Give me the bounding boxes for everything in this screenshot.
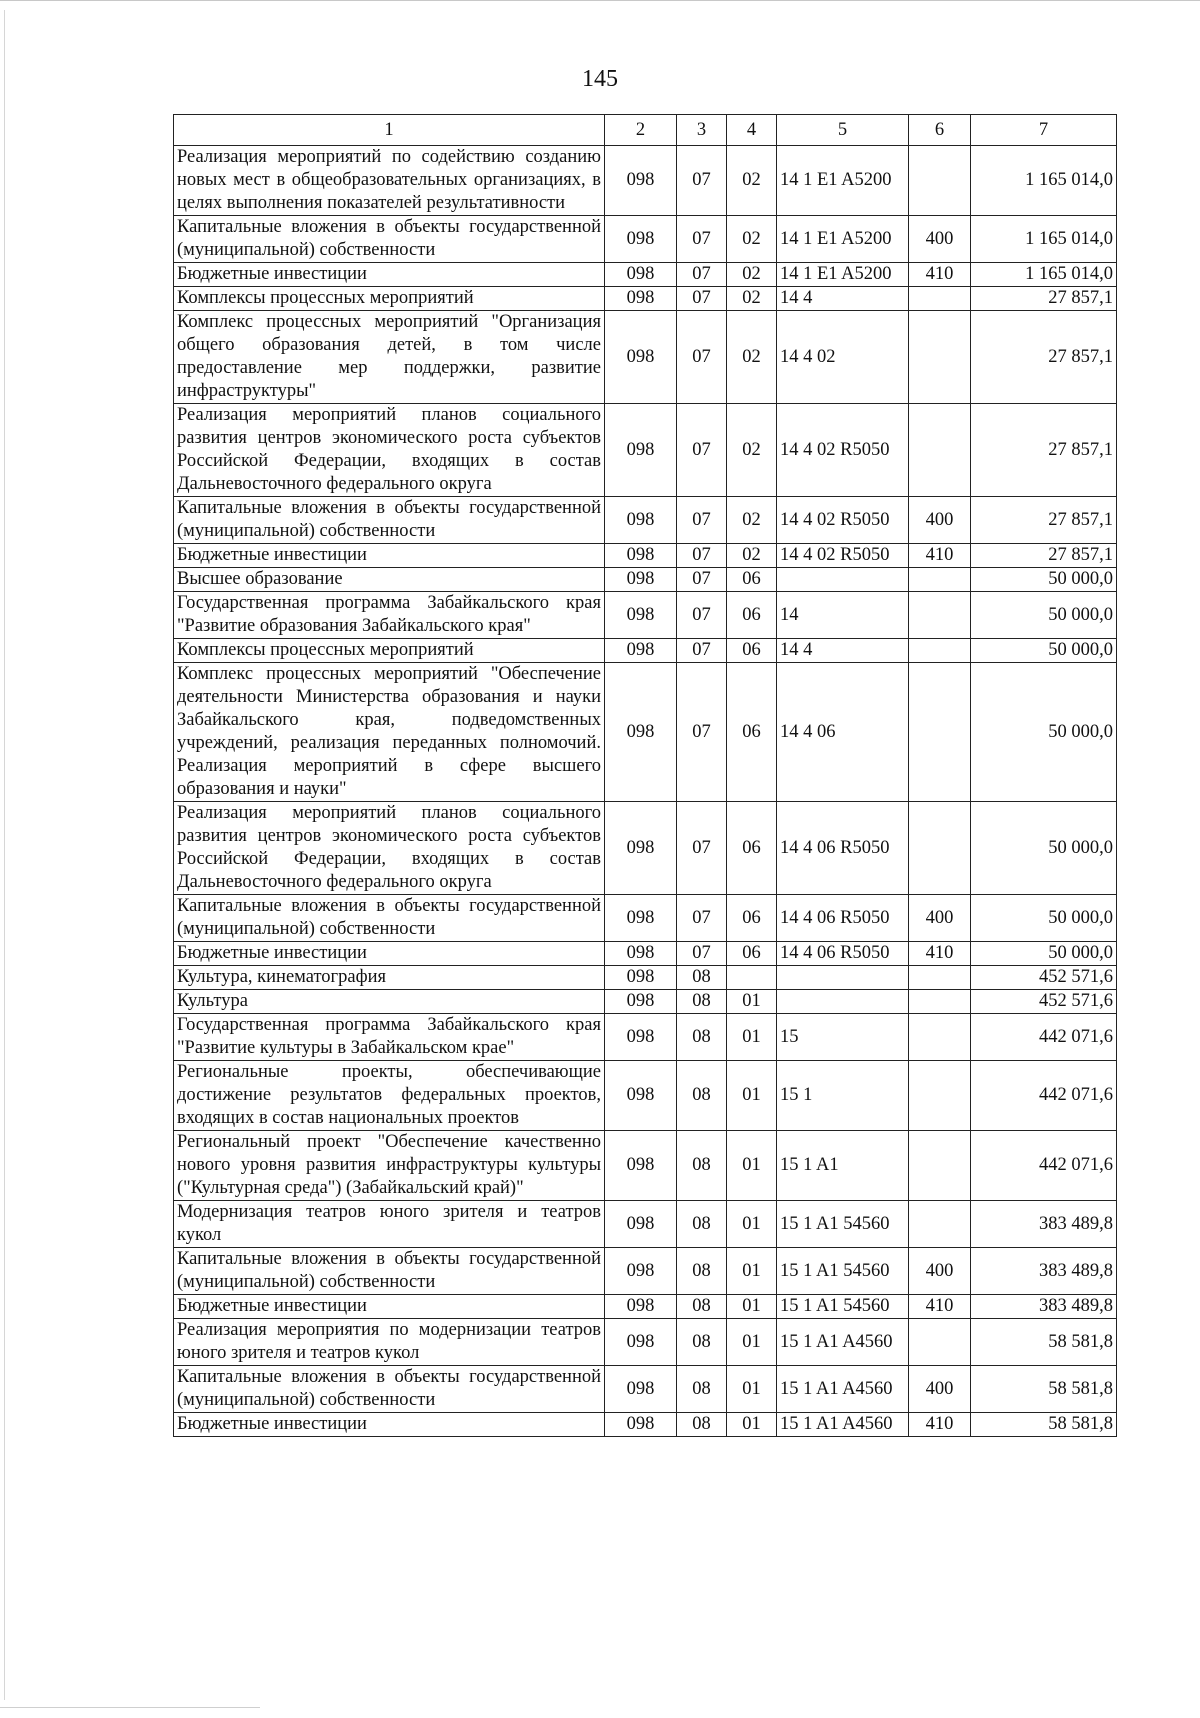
item-name-cell: Высшее образование <box>174 568 605 592</box>
scan-edge-bottom <box>0 1707 260 1708</box>
target-article-cell: 14 1 E1 A5200 <box>777 146 909 216</box>
section-code-cell: 07 <box>677 263 727 287</box>
amount-cell: 27 857,1 <box>971 311 1117 404</box>
subsection-code-cell: 01 <box>727 1413 777 1437</box>
expense-type-cell: 400 <box>909 895 971 942</box>
section-code-cell: 08 <box>677 1061 727 1131</box>
item-name-cell: Региональный проект "Обеспечение качественно нового уровня развития инфраструктуры культуры ("Культурная среда") (Забайкальский край)" <box>174 1131 605 1201</box>
amount-cell: 50 000,0 <box>971 639 1117 663</box>
amount-cell: 58 581,8 <box>971 1366 1117 1413</box>
section-code-cell: 08 <box>677 1201 727 1248</box>
table-row <box>174 802 1117 895</box>
section-code-cell: 07 <box>677 216 727 263</box>
amount-cell: 50 000,0 <box>971 592 1117 639</box>
page-number: 145 <box>582 66 618 92</box>
ministry-code-cell: 098 <box>605 1131 677 1201</box>
header-cell: 4 <box>727 115 777 146</box>
item-name-cell: Региональные проекты, обеспечивающие достижение результатов федеральных проектов, входящих в состав национальных проектов <box>174 1061 605 1131</box>
amount-cell: 383 489,8 <box>971 1201 1117 1248</box>
table-row <box>174 404 1117 497</box>
expense-type-cell: 400 <box>909 216 971 263</box>
expense-type-cell: 410 <box>909 942 971 966</box>
section-code-cell: 07 <box>677 568 727 592</box>
ministry-code-cell: 098 <box>605 592 677 639</box>
ministry-code-cell: 098 <box>605 1295 677 1319</box>
subsection-code-cell <box>727 966 777 990</box>
subsection-code-cell: 02 <box>727 311 777 404</box>
table-row <box>174 1413 1117 1437</box>
section-code-cell: 07 <box>677 311 727 404</box>
item-name-cell: Бюджетные инвестиции <box>174 263 605 287</box>
ministry-code-cell: 098 <box>605 497 677 544</box>
table-row <box>174 1061 1117 1131</box>
target-article-cell: 14 4 06 R5050 <box>777 895 909 942</box>
subsection-code-cell: 01 <box>727 1319 777 1366</box>
table-row <box>174 592 1117 639</box>
expense-type-cell: 400 <box>909 1248 971 1295</box>
expense-type-cell <box>909 639 971 663</box>
table-row <box>174 1295 1117 1319</box>
target-article-cell <box>777 990 909 1014</box>
section-code-cell: 08 <box>677 1366 727 1413</box>
target-article-cell: 14 4 06 <box>777 663 909 802</box>
ministry-code-cell: 098 <box>605 146 677 216</box>
amount-cell: 27 857,1 <box>971 544 1117 568</box>
amount-cell: 58 581,8 <box>971 1319 1117 1366</box>
item-name-cell: Капитальные вложения в объекты государственной (муниципальной) собственности <box>174 1248 605 1295</box>
section-code-cell: 08 <box>677 1248 727 1295</box>
section-code-cell: 07 <box>677 287 727 311</box>
expense-type-cell: 410 <box>909 1295 971 1319</box>
section-code-cell: 08 <box>677 1413 727 1437</box>
target-article-cell: 14 4 02 R5050 <box>777 404 909 497</box>
subsection-code-cell: 02 <box>727 497 777 544</box>
ministry-code-cell: 098 <box>605 1248 677 1295</box>
item-name-cell: Капитальные вложения в объекты государственной (муниципальной) собственности <box>174 895 605 942</box>
ministry-code-cell: 098 <box>605 942 677 966</box>
ministry-code-cell: 098 <box>605 287 677 311</box>
expense-type-cell: 400 <box>909 1366 971 1413</box>
amount-cell: 452 571,6 <box>971 990 1117 1014</box>
item-name-cell: Бюджетные инвестиции <box>174 544 605 568</box>
subsection-code-cell: 02 <box>727 216 777 263</box>
header-cell: 7 <box>971 115 1117 146</box>
section-code-cell: 07 <box>677 592 727 639</box>
item-name-cell: Культура <box>174 990 605 1014</box>
expense-type-cell <box>909 146 971 216</box>
subsection-code-cell: 01 <box>727 1131 777 1201</box>
expense-type-cell <box>909 311 971 404</box>
subsection-code-cell: 06 <box>727 942 777 966</box>
ministry-code-cell: 098 <box>605 1014 677 1061</box>
subsection-code-cell: 01 <box>727 1248 777 1295</box>
target-article-cell: 14 4 02 R5050 <box>777 544 909 568</box>
section-code-cell: 07 <box>677 895 727 942</box>
target-article-cell: 15 1 <box>777 1061 909 1131</box>
item-name-cell: Культура, кинематография <box>174 966 605 990</box>
expense-type-cell <box>909 966 971 990</box>
ministry-code-cell: 098 <box>605 404 677 497</box>
amount-cell: 1 165 014,0 <box>971 263 1117 287</box>
item-name-cell: Реализация мероприятий по содействию созданию новых мест в общеобразовательных организациях, в целях выполнения показателей результативности <box>174 146 605 216</box>
ministry-code-cell: 098 <box>605 639 677 663</box>
ministry-code-cell: 098 <box>605 216 677 263</box>
section-code-cell: 08 <box>677 990 727 1014</box>
item-name-cell: Государственная программа Забайкальского края "Развитие культуры в Забайкальском крае" <box>174 1014 605 1061</box>
subsection-code-cell: 02 <box>727 146 777 216</box>
target-article-cell: 15 1 A1 A4560 <box>777 1319 909 1366</box>
table-row <box>174 1201 1117 1248</box>
table-row <box>174 1248 1117 1295</box>
subsection-code-cell: 02 <box>727 263 777 287</box>
ministry-code-cell: 098 <box>605 895 677 942</box>
target-article-cell: 15 1 A1 54560 <box>777 1295 909 1319</box>
expense-type-cell <box>909 568 971 592</box>
expense-type-cell: 410 <box>909 544 971 568</box>
subsection-code-cell: 01 <box>727 1295 777 1319</box>
amount-cell: 27 857,1 <box>971 497 1117 544</box>
table-row <box>174 497 1117 544</box>
target-article-cell: 15 <box>777 1014 909 1061</box>
expense-type-cell: 400 <box>909 497 971 544</box>
header-cell: 1 <box>174 115 605 146</box>
amount-cell: 50 000,0 <box>971 895 1117 942</box>
item-name-cell: Бюджетные инвестиции <box>174 942 605 966</box>
section-code-cell: 07 <box>677 497 727 544</box>
subsection-code-cell: 02 <box>727 287 777 311</box>
table-row <box>174 311 1117 404</box>
ministry-code-cell: 098 <box>605 1061 677 1131</box>
amount-cell: 383 489,8 <box>971 1295 1117 1319</box>
amount-cell: 27 857,1 <box>971 287 1117 311</box>
target-article-cell: 14 4 02 R5050 <box>777 497 909 544</box>
item-name-cell: Государственная программа Забайкальского края "Развитие образования Забайкальского края" <box>174 592 605 639</box>
section-code-cell: 08 <box>677 1014 727 1061</box>
item-name-cell: Бюджетные инвестиции <box>174 1295 605 1319</box>
expense-type-cell <box>909 1319 971 1366</box>
ministry-code-cell: 098 <box>605 966 677 990</box>
amount-cell: 50 000,0 <box>971 663 1117 802</box>
subsection-code-cell: 02 <box>727 544 777 568</box>
ministry-code-cell: 098 <box>605 1319 677 1366</box>
table-row <box>174 287 1117 311</box>
target-article-cell: 14 1 E1 A5200 <box>777 263 909 287</box>
item-name-cell: Капитальные вложения в объекты государственной (муниципальной) собственности <box>174 497 605 544</box>
table-row <box>174 942 1117 966</box>
expense-type-cell <box>909 990 971 1014</box>
amount-cell: 442 071,6 <box>971 1014 1117 1061</box>
section-code-cell: 07 <box>677 639 727 663</box>
expense-type-cell <box>909 802 971 895</box>
ministry-code-cell: 098 <box>605 1366 677 1413</box>
item-name-cell: Комплекс процессных мероприятий "Обеспечение деятельности Министерства образования и науки Забайкальского края, подведомственных учреждений, реализация переданных полномочий. Реализация мероприятий в сфере высшего образования и науки" <box>174 663 605 802</box>
expense-type-cell <box>909 1201 971 1248</box>
subsection-code-cell: 06 <box>727 639 777 663</box>
section-code-cell: 07 <box>677 544 727 568</box>
subsection-code-cell: 01 <box>727 990 777 1014</box>
subsection-code-cell: 01 <box>727 1014 777 1061</box>
ministry-code-cell: 098 <box>605 1413 677 1437</box>
scan-edge-top <box>0 0 1200 1</box>
item-name-cell: Комплекс процессных мероприятий "Организация общего образования детей, в том числе предоставление мер поддержки, развитие инфраструктуры" <box>174 311 605 404</box>
target-article-cell: 14 4 <box>777 639 909 663</box>
subsection-code-cell: 01 <box>727 1366 777 1413</box>
amount-cell: 1 165 014,0 <box>971 146 1117 216</box>
target-article-cell: 14 4 06 R5050 <box>777 942 909 966</box>
ministry-code-cell: 098 <box>605 263 677 287</box>
target-article-cell <box>777 568 909 592</box>
ministry-code-cell: 098 <box>605 311 677 404</box>
expense-type-cell <box>909 1061 971 1131</box>
table-row <box>174 895 1117 942</box>
section-code-cell: 08 <box>677 966 727 990</box>
target-article-cell: 15 1 A1 A4560 <box>777 1413 909 1437</box>
expense-type-cell <box>909 1131 971 1201</box>
amount-cell: 1 165 014,0 <box>971 216 1117 263</box>
section-code-cell: 07 <box>677 942 727 966</box>
section-code-cell: 07 <box>677 802 727 895</box>
expense-type-cell: 410 <box>909 263 971 287</box>
amount-cell: 50 000,0 <box>971 942 1117 966</box>
target-article-cell: 15 1 A1 <box>777 1131 909 1201</box>
section-code-cell: 08 <box>677 1131 727 1201</box>
table-row <box>174 663 1117 802</box>
amount-cell: 442 071,6 <box>971 1061 1117 1131</box>
ministry-code-cell: 098 <box>605 990 677 1014</box>
amount-cell: 50 000,0 <box>971 568 1117 592</box>
expense-type-cell <box>909 592 971 639</box>
table-row <box>174 639 1117 663</box>
item-name-cell: Комплексы процессных мероприятий <box>174 287 605 311</box>
section-code-cell: 08 <box>677 1319 727 1366</box>
target-article-cell: 14 <box>777 592 909 639</box>
target-article-cell: 14 4 <box>777 287 909 311</box>
section-code-cell: 08 <box>677 1295 727 1319</box>
amount-cell: 50 000,0 <box>971 802 1117 895</box>
target-article-cell: 14 4 02 <box>777 311 909 404</box>
expense-type-cell: 410 <box>909 1413 971 1437</box>
subsection-code-cell: 02 <box>727 404 777 497</box>
section-code-cell: 07 <box>677 404 727 497</box>
item-name-cell: Реализация мероприятия по модернизации театров юного зрителя и театров кукол <box>174 1319 605 1366</box>
budget-table <box>173 114 1117 1437</box>
subsection-code-cell: 06 <box>727 568 777 592</box>
subsection-code-cell: 01 <box>727 1201 777 1248</box>
target-article-cell <box>777 966 909 990</box>
expense-type-cell <box>909 287 971 311</box>
subsection-code-cell: 06 <box>727 895 777 942</box>
table-row <box>174 544 1117 568</box>
item-name-cell: Комплексы процессных мероприятий <box>174 639 605 663</box>
expense-type-cell <box>909 1014 971 1061</box>
section-code-cell: 07 <box>677 663 727 802</box>
section-code-cell: 07 <box>677 146 727 216</box>
ministry-code-cell: 098 <box>605 544 677 568</box>
ministry-code-cell: 098 <box>605 663 677 802</box>
amount-cell: 442 071,6 <box>971 1131 1117 1201</box>
subsection-code-cell: 06 <box>727 663 777 802</box>
header-cell: 6 <box>909 115 971 146</box>
table-row <box>174 1014 1117 1061</box>
table-row <box>174 1131 1117 1201</box>
item-name-cell: Реализация мероприятий планов социального развития центров экономического роста субъектов Российской Федерации, входящих в состав Дальневосточного федерального округа <box>174 404 605 497</box>
amount-cell: 383 489,8 <box>971 1248 1117 1295</box>
table-row <box>174 966 1117 990</box>
scan-edge-left <box>4 10 5 1700</box>
amount-cell: 27 857,1 <box>971 404 1117 497</box>
header-row <box>174 115 1117 146</box>
target-article-cell: 15 1 A1 A4560 <box>777 1366 909 1413</box>
amount-cell: 58 581,8 <box>971 1413 1117 1437</box>
target-article-cell: 15 1 A1 54560 <box>777 1248 909 1295</box>
target-article-cell: 14 4 06 R5050 <box>777 802 909 895</box>
expense-type-cell <box>909 404 971 497</box>
table-row <box>174 1319 1117 1366</box>
table-row <box>174 146 1117 216</box>
header-cell: 3 <box>677 115 727 146</box>
expense-type-cell <box>909 663 971 802</box>
subsection-code-cell: 01 <box>727 1061 777 1131</box>
table-row <box>174 1366 1117 1413</box>
table-row <box>174 216 1117 263</box>
table-row <box>174 263 1117 287</box>
subsection-code-cell: 06 <box>727 592 777 639</box>
header-cell: 5 <box>777 115 909 146</box>
header-cell: 2 <box>605 115 677 146</box>
item-name-cell: Капитальные вложения в объекты государственной (муниципальной) собственности <box>174 1366 605 1413</box>
ministry-code-cell: 098 <box>605 568 677 592</box>
table-row <box>174 990 1117 1014</box>
table-row <box>174 568 1117 592</box>
target-article-cell: 15 1 A1 54560 <box>777 1201 909 1248</box>
amount-cell: 452 571,6 <box>971 966 1117 990</box>
subsection-code-cell: 06 <box>727 802 777 895</box>
item-name-cell: Реализация мероприятий планов социального развития центров экономического роста субъектов Российской Федерации, входящих в состав Дальневосточного федерального округа <box>174 802 605 895</box>
ministry-code-cell: 098 <box>605 1201 677 1248</box>
item-name-cell: Модернизация театров юного зрителя и театров кукол <box>174 1201 605 1248</box>
ministry-code-cell: 098 <box>605 802 677 895</box>
item-name-cell: Капитальные вложения в объекты государственной (муниципальной) собственности <box>174 216 605 263</box>
target-article-cell: 14 1 E1 A5200 <box>777 216 909 263</box>
item-name-cell: Бюджетные инвестиции <box>174 1413 605 1437</box>
